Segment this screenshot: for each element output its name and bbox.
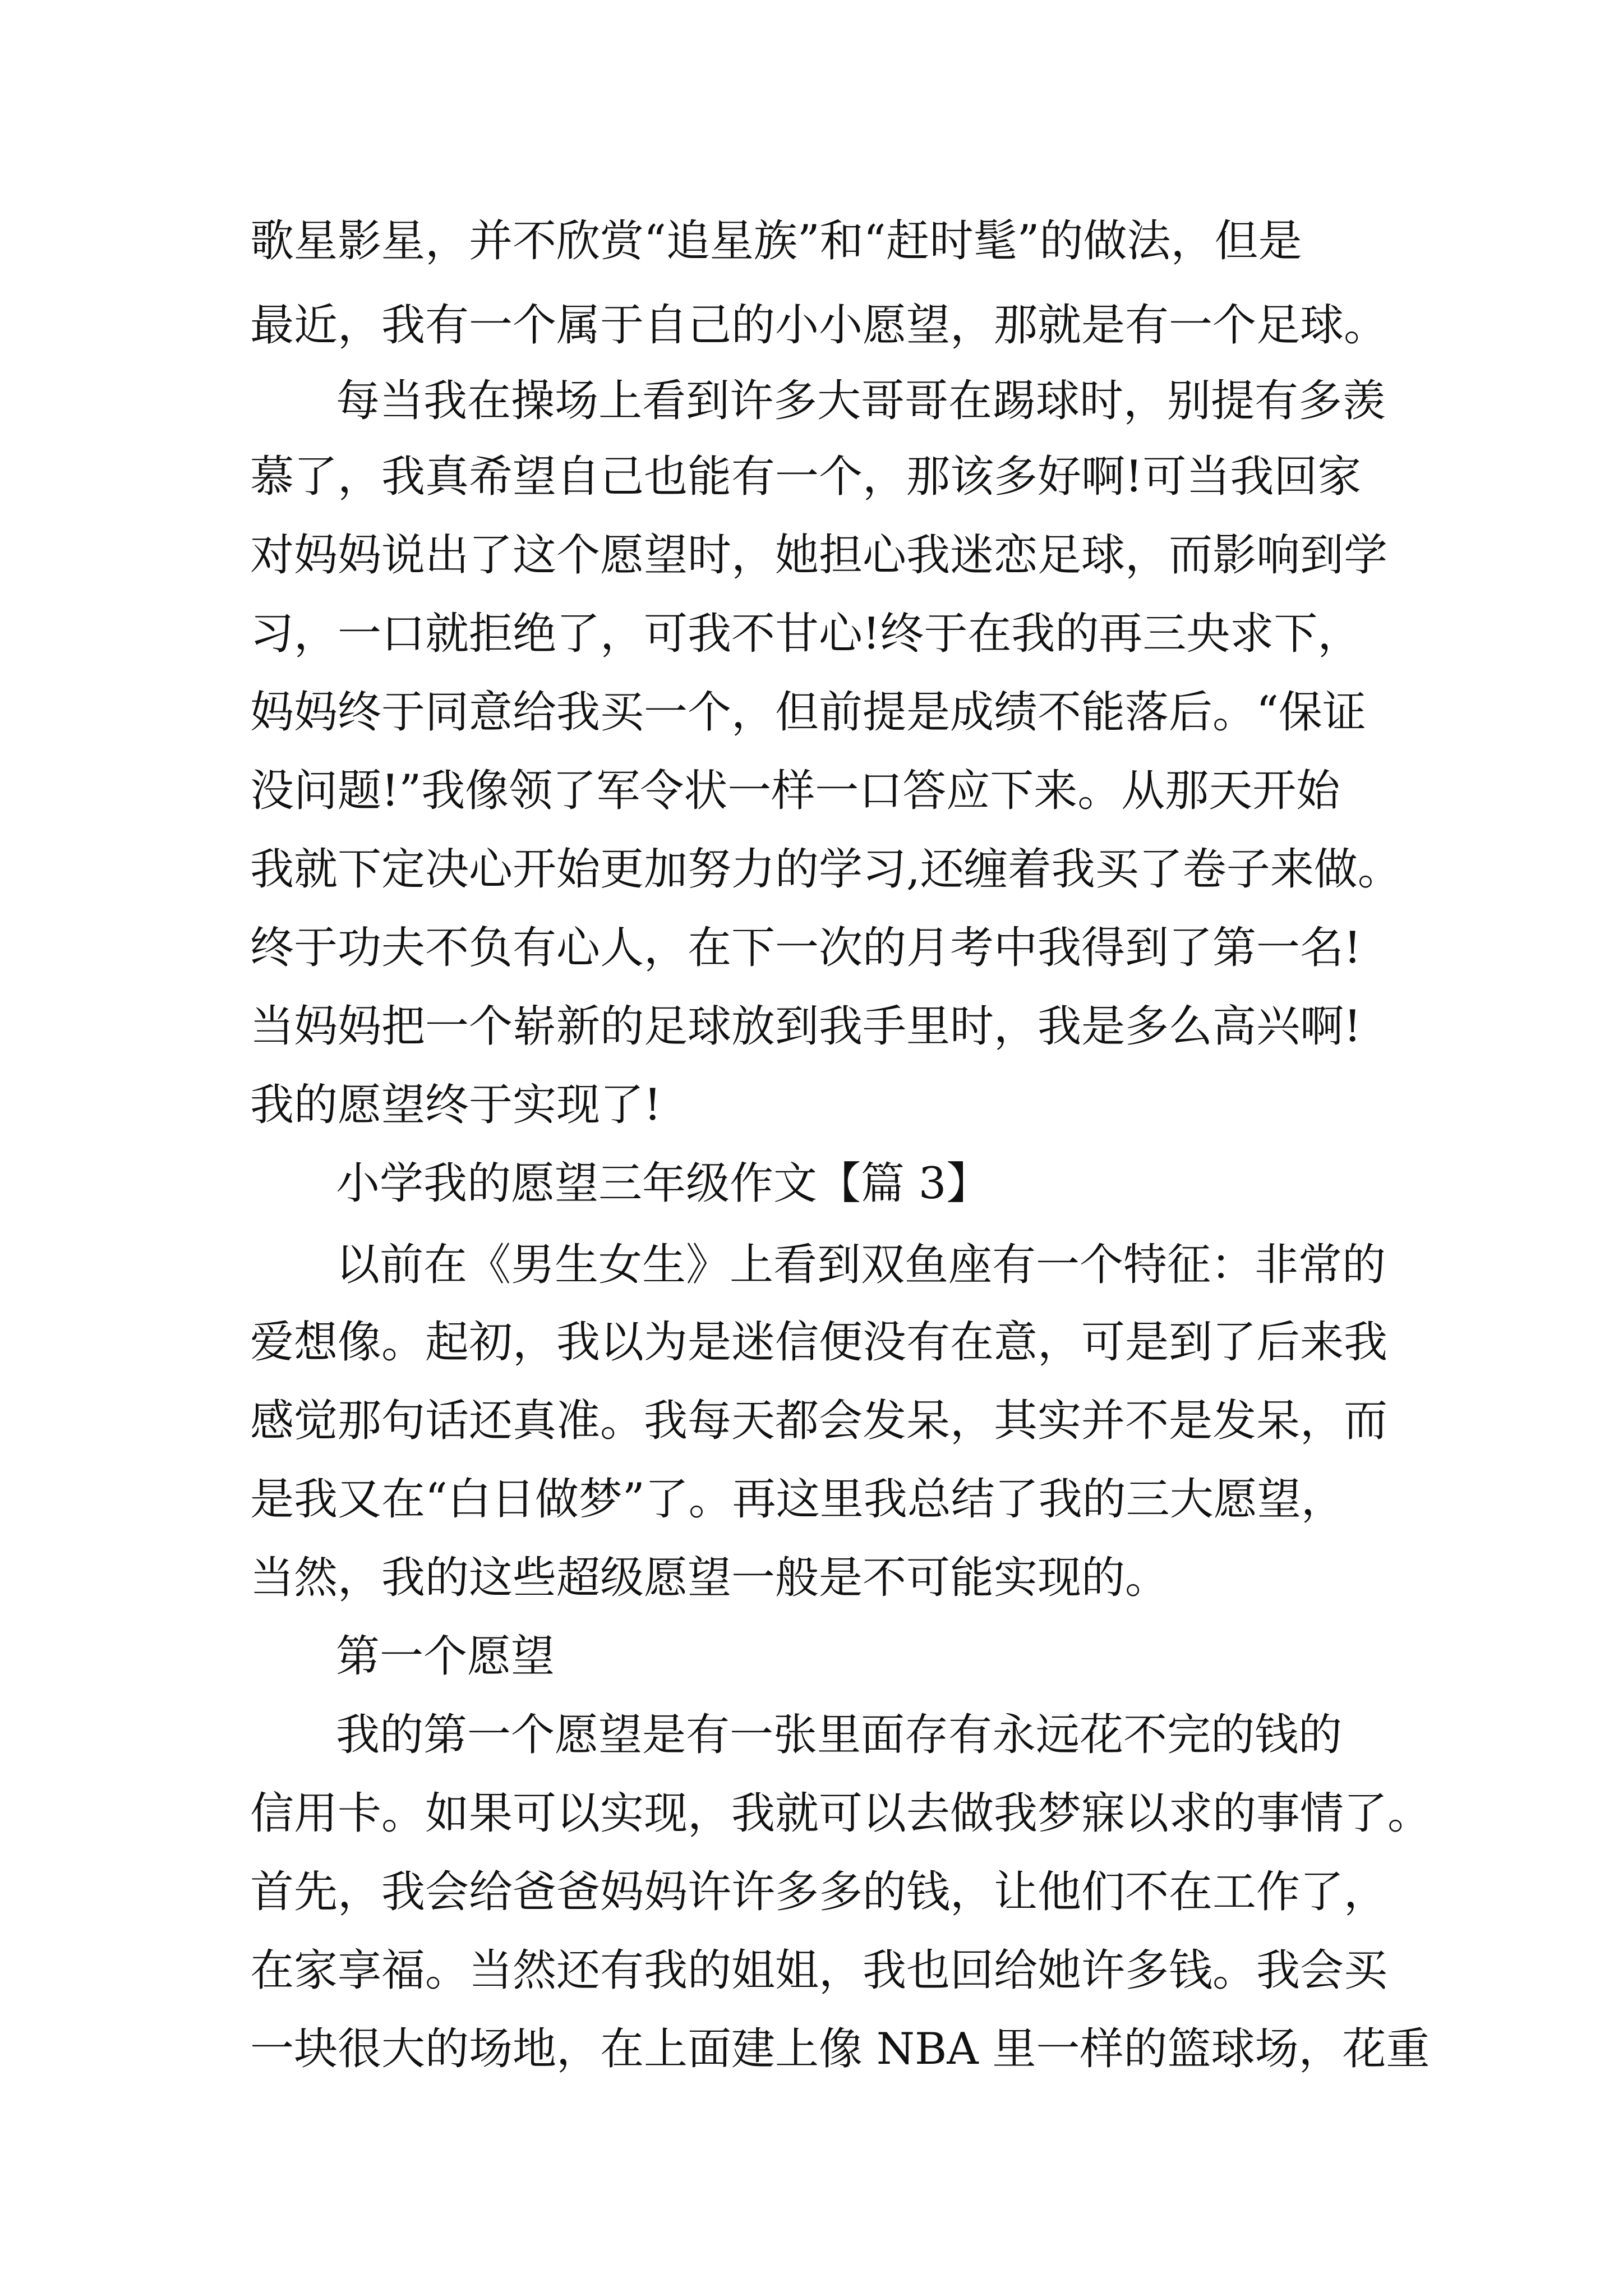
text-line: 歌星影星，并不欣赏“追星族”和“赶时髦”的做法，但是 [250,216,1302,266]
text-line: 慕了，我真希望自己也能有一个，那该多好啊!可当我回家 [250,452,1362,502]
text-line: 对妈妈说出了这个愿望时，她担心我迷恋足球，而影响到学 [250,530,1388,581]
text-line: 当妈妈把一个崭新的足球放到我手里时，我是多么高兴啊! [250,1001,1362,1052]
text-line: 最近，我有一个属于自己的小小愿望，那就是有一个足球。 [250,300,1388,351]
text-line: 信用卡。如果可以实现，我就可以去做我梦寐以求的事情了。 [250,1788,1432,1839]
text-line: 当然，我的这些超级愿望一般是不可能实现的。 [250,1553,1169,1603]
text-line: 终于功夫不负有心人，在下一次的月考中我得到了第一名! [250,923,1362,973]
text-line: 没问题!”我像领了军令状一样一口答应下来。从那天开始 [250,766,1340,816]
text-line: 在家享福。当然还有我的姐姐，我也回给她许多钱。我会买 [250,1945,1388,1996]
text-line: 首先，我会给爸爸妈妈许许多多的钱，让他们不在工作了， [250,1867,1388,1917]
text-line: 习，一口就拒绝了，可我不甘心!终于在我的再三央求下， [250,609,1362,659]
text-line: 妈妈终于同意给我买一个，但前提是成绩不能落后。“保证 [250,687,1366,738]
text-line: 我的愿望终于实现了! [250,1080,662,1130]
paragraph-start-line: 我的第一个愿望是有一张里面存有永远花不完的钱的 [336,1710,1343,1760]
text-line: 是我又在“白日做梦”了。再这里我总结了我的三大愿望， [250,1474,1345,1525]
paragraph-start-line: 以前在《男生女生》上看到双鱼座有一个特征：非常的 [336,1240,1386,1290]
text-line: 一块很大的场地，在上面建上像 NBA 里一样的篮球场，花重 [250,2024,1430,2074]
text-line: 爱想像。起初，我以为是迷信便没有在意，可是到了后来我 [250,1317,1388,1368]
text-line: 我就下定决心开始更加努力的学习,还缠着我买了卷子来做。 [250,844,1401,895]
paragraph-start-line: 每当我在操场上看到许多大哥哥在踢球时，别提有多羡 [336,376,1386,426]
text-line: 感觉那句话还真准。我每天都会发呆，其实并不是发呆，而 [250,1396,1388,1446]
section-heading: 小学我的愿望三年级作文【篇 3】 [336,1158,990,1209]
subsection-heading: 第一个愿望 [336,1631,555,1682]
